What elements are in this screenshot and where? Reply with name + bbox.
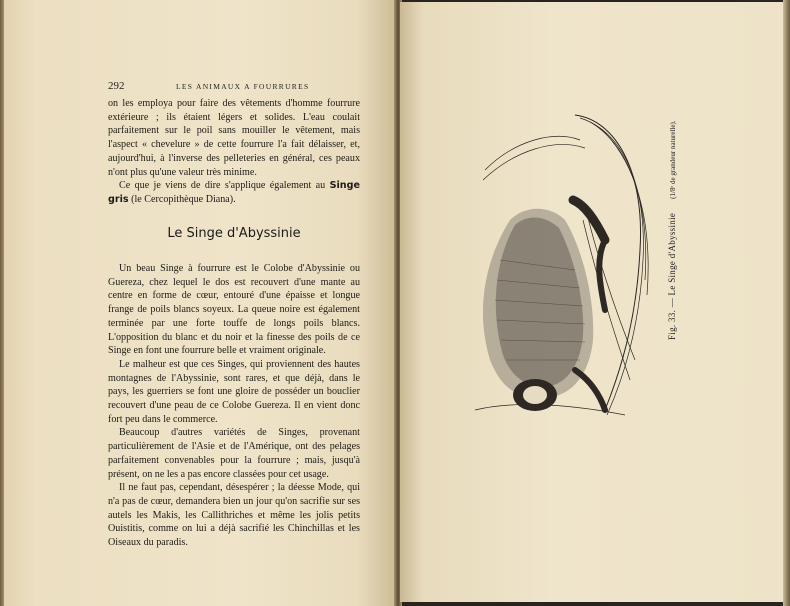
page-number: 292: [108, 80, 125, 92]
caption-line-2: (1/8ᵉ de grandeur naturelle).: [669, 120, 677, 199]
section-title: Le Singe d'Abyssinie: [167, 226, 301, 241]
text-block-main: [108, 262, 360, 550]
figure-caption-text: [662, 120, 680, 340]
paragraph-1: on les employa pour faire des vêtements d'homme fourrure extérieure ; ils étaient légers et solides. L'eau coulait parfaitement sur le poil sans mouiller le vêtement, mais l'aspect « chevelure » de cette fourrure l'a fait délaisser, et, aujourd'hui, à l'inverse des pelleteries en général, ces peaux n'ont plus qu'une valeur très minime.: [108, 98, 360, 178]
paragraph-2-end: (le Cercopithèque Diana).: [131, 193, 236, 205]
paragraph-2-start: Ce que je viens de dire s'applique également au: [119, 180, 326, 192]
running-title: LES ANIMAUX A FOURRURES: [176, 82, 310, 91]
right-edge: [783, 0, 790, 606]
paragraph-4: Le malheur est que ces Singes, qui proviennent des hautes montagnes de l'Abyssinie, sont rares, et que déjà, dans le pays, les guerriers se font une gloire de posséder un bouclier recouvert d'une peau de ce Colobe Guereza. Il en vient donc fort peu dans le commerce.: [108, 358, 360, 425]
paragraph-6: Il ne faut pas, cependant, désespérer ; la déesse Mode, qui n'a pas de cœur, demandera bien un jour qu'on sacrifie sur ses autels les Makis, les Callithriches et même les jolis petits Ouistitis, comme on lui a déjà sacrifié les Chinchillas et les Oiseaux du paradis.: [108, 482, 360, 549]
paragraph-2: [108, 179, 360, 206]
paragraph-3: Un beau Singe à fourrure est le Colobe d'Abyssinie ou Guereza, chez lequel le dos est recouvert d'une mante au centre en forme de cœur, entouré d'une épaisse et longue frange de poils blancs soyeux. La queue noire est également terminée par une forte touffe de longs poils blancs. L'opposition du blanc et du noir et la finesse des poils de ce Singe en font une fourrure belle et vraiment originale.: [108, 263, 360, 357]
monkey-illustration: [455, 110, 655, 430]
text-block-top: [108, 97, 360, 207]
singe-gris-term: Singe gris: [108, 180, 360, 205]
paragraph-5: Beaucoup d'autres variétés de Singes, provenant particulièrement de l'Asie et de l'Amérique, ont des pelages parfaitement convenables pour la fourrure ; mais, jusqu'à présent, on ne les a pas encore classées pour cet usage.: [108, 427, 360, 480]
caption-line-1: Fig. 33. — Le Singe d'Abyssinie: [667, 212, 677, 340]
